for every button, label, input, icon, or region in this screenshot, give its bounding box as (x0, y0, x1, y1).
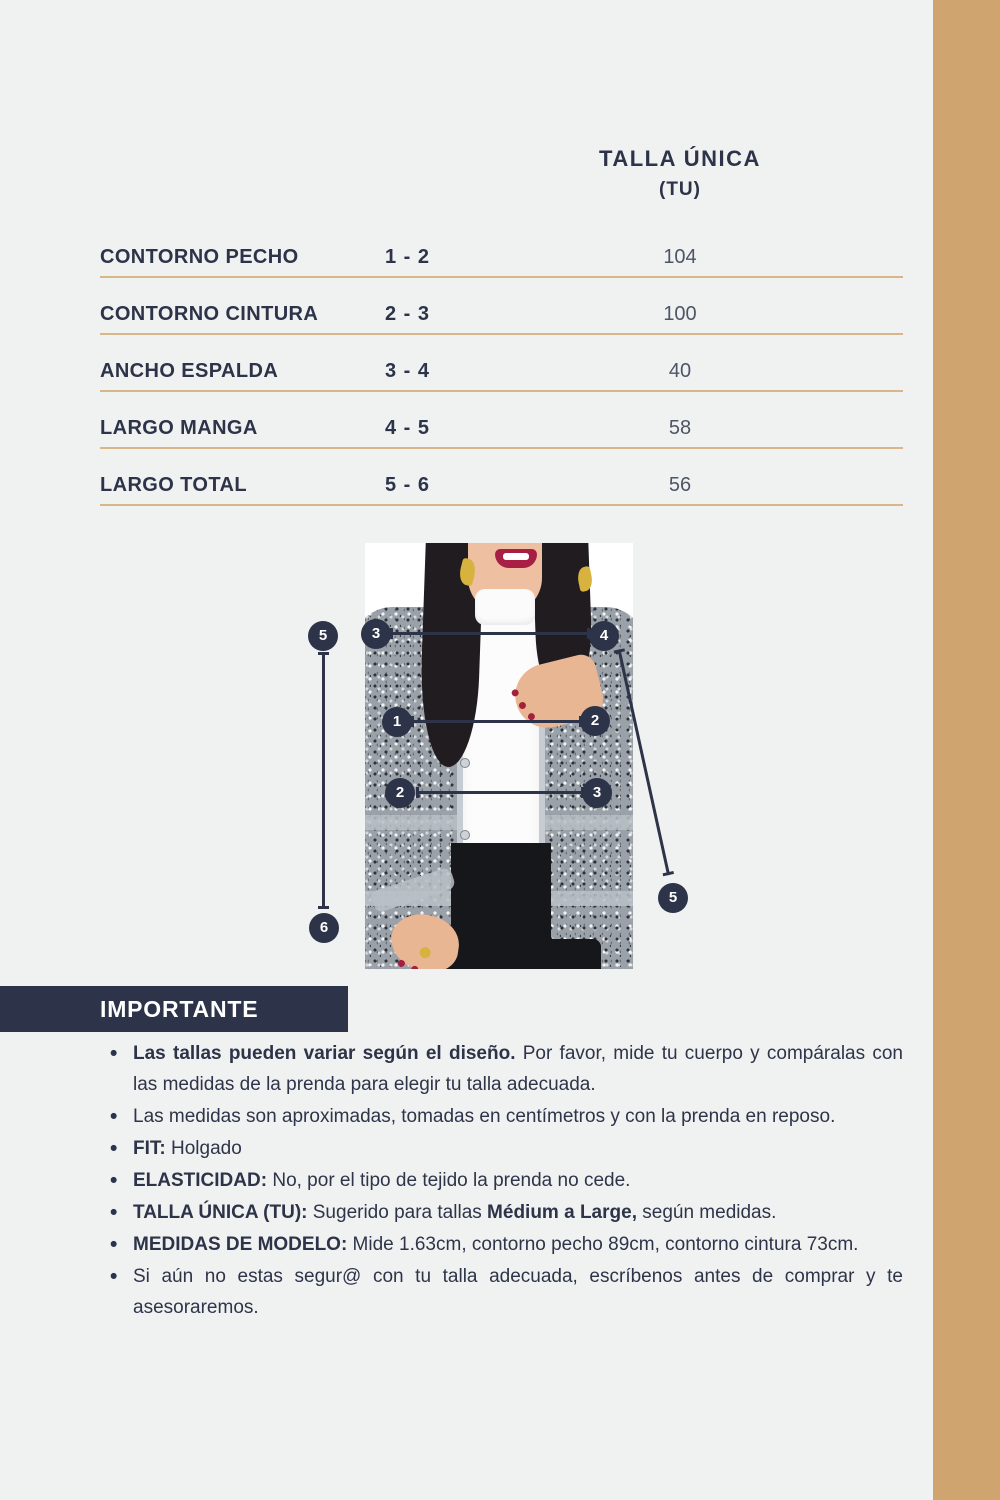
size-column-header (540, 146, 820, 201)
jacket-button (460, 830, 470, 840)
model-lips (495, 549, 537, 568)
importante-title: IMPORTANTE (100, 996, 259, 1022)
red-nail (511, 689, 519, 697)
row-marker-range: 1 - 2 (385, 246, 431, 268)
note-elasticidad: • ELASTICIDAD: No, por el tipo de tejido la prenda no cede. (100, 1165, 903, 1196)
red-nail (518, 701, 526, 709)
row-label: CONTORNO CINTURA (100, 303, 319, 325)
size-column-title: TALLA ÚNICA (599, 146, 761, 171)
measure-marker-3b: 3 (582, 778, 612, 808)
jacket-button (460, 758, 470, 768)
measure-line-3-4 (390, 632, 590, 635)
row-value: 56 (668, 474, 692, 496)
measure-marker-3: 3 (361, 619, 391, 649)
note-talla-unica: • TALLA ÚNICA (TU): Sugerido para tallas Médium a Large, según medidas. (100, 1197, 903, 1228)
note-medidas-aproximadas: • Las medidas son aproximadas, tomadas en centímetros y con la prenda en reposo. (100, 1101, 903, 1132)
row-label: ANCHO ESPALDA (100, 360, 279, 382)
measure-line-5-6 (322, 652, 325, 909)
table-row-ancho-espalda (100, 335, 903, 392)
size-column-subtitle: (TU) (659, 179, 701, 200)
measure-marker-6: 6 (309, 913, 339, 943)
row-label: CONTORNO PECHO (100, 246, 299, 268)
note-medidas-modelo: • MEDIDAS DE MODELO: Mide 1.63cm, contorno pecho 89cm, contorno cintura 73cm. (100, 1229, 903, 1260)
right-accent-bar (933, 0, 1000, 1500)
row-value: 58 (668, 417, 692, 439)
table-row-largo-manga (100, 392, 903, 449)
row-marker-range: 5 - 6 (385, 474, 431, 496)
row-label: LARGO TOTAL (100, 474, 247, 496)
measure-line-2-3 (416, 791, 584, 794)
size-table (100, 221, 903, 506)
measure-marker-5b: 5 (658, 883, 688, 913)
measure-marker-2b: 2 (385, 778, 415, 808)
table-row-largo-total (100, 449, 903, 506)
model-smile (503, 553, 529, 560)
table-row-contorno-pecho (100, 221, 903, 278)
measure-marker-2: 2 (580, 706, 610, 736)
row-value: 104 (663, 246, 697, 268)
turtleneck-collar (475, 589, 535, 625)
red-nail (411, 965, 419, 969)
importante-banner (0, 986, 348, 1032)
notes-list (100, 1038, 903, 1324)
row-value: 40 (668, 360, 692, 382)
measure-marker-1: 1 (382, 707, 412, 737)
measure-line-1-2 (411, 720, 582, 723)
model-photo (365, 543, 633, 969)
table-row-contorno-cintura (100, 278, 903, 335)
note-tallas-varian: • Las tallas pueden variar según el diseño. Por favor, mide tu cuerpo y compáralas con las medidas de la prenda para elegir tu talla adecuada. (100, 1038, 903, 1100)
measure-marker-5: 5 (308, 621, 338, 651)
row-marker-range: 2 - 3 (385, 303, 431, 325)
gold-ring (419, 946, 431, 958)
note-asesoria: • Si aún no estas segur@ con tu talla adecuada, escríbenos antes de comprar y te asesoraremos. (100, 1261, 903, 1323)
row-marker-range: 3 - 4 (385, 360, 431, 382)
note-fit: • FIT: Holgado (100, 1133, 903, 1164)
row-marker-range: 4 - 5 (385, 417, 431, 439)
row-label: LARGO MANGA (100, 417, 258, 439)
measure-marker-4: 4 (589, 621, 619, 651)
row-value: 100 (663, 303, 697, 325)
